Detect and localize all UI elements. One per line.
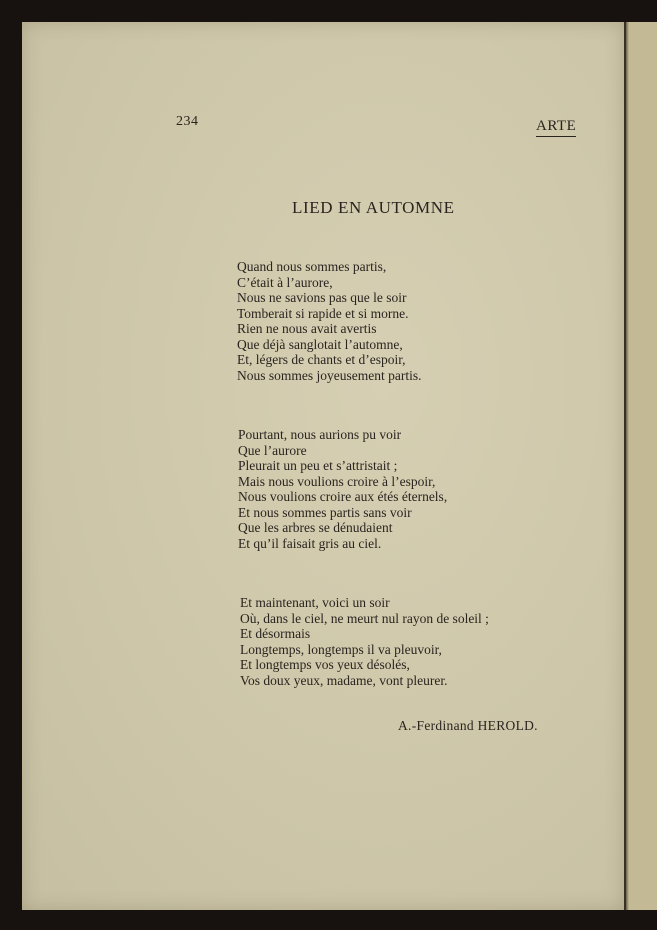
page-number: 234	[176, 114, 199, 129]
poem-line: Nous ne savions pas que le soir	[237, 290, 407, 305]
poem-line: C’était à l’aurore,	[237, 274, 333, 290]
book-page	[22, 22, 624, 910]
poem-line: Et, légers de chants et d’espoir,	[237, 352, 406, 367]
stanza-2	[238, 427, 447, 551]
poem-line: Et maintenant, voici un soir	[240, 595, 390, 610]
poem-line: Nous sommes joyeusement partis.	[237, 367, 422, 383]
poem-line: Mais nous voulions croire à l’espoir,	[238, 473, 436, 489]
poem-line: Longtemps, longtemps il va pleuvoir,	[240, 641, 442, 657]
poem-line: Vos doux yeux, madame, vont pleurer.	[240, 672, 448, 688]
poem-title: LIED EN AUTOMNE	[292, 198, 455, 217]
poem-line: Et longtemps vos yeux désolés,	[240, 657, 410, 672]
next-page-edge	[624, 22, 657, 910]
author-signature: A.-Ferdinand HEROLD.	[398, 718, 538, 733]
poem-line: Que les arbres se dénudaient	[238, 520, 393, 535]
page-gutter	[626, 22, 629, 910]
poem-line: Nous voulions croire aux étés éternels,	[238, 489, 448, 504]
stanza-3	[240, 595, 489, 688]
poem-line: Que déjà sanglotait l’automne,	[237, 336, 403, 352]
poem-line: Rien ne nous avait avertis	[237, 321, 377, 336]
stanza-1	[237, 259, 421, 383]
running-head: ARTE	[536, 118, 576, 137]
poem-line: Et qu’il faisait gris au ciel.	[238, 535, 382, 551]
poem-line: Où, dans le ciel, ne meurt nul rayon de soleil ;	[240, 610, 489, 626]
poem-line: Pourtant, nous aurions pu voir	[238, 427, 402, 442]
poem-line: Quand nous sommes partis,	[237, 259, 387, 274]
poem-line: Pleurait un peu et s’attristait ;	[238, 458, 398, 473]
poem-line: Et nous sommes partis sans voir	[238, 504, 412, 520]
poem-line: Tomberait si rapide et si morne.	[237, 305, 409, 321]
poem-line: Et désormais	[240, 626, 311, 641]
poem-line: Que l’aurore	[238, 442, 307, 458]
